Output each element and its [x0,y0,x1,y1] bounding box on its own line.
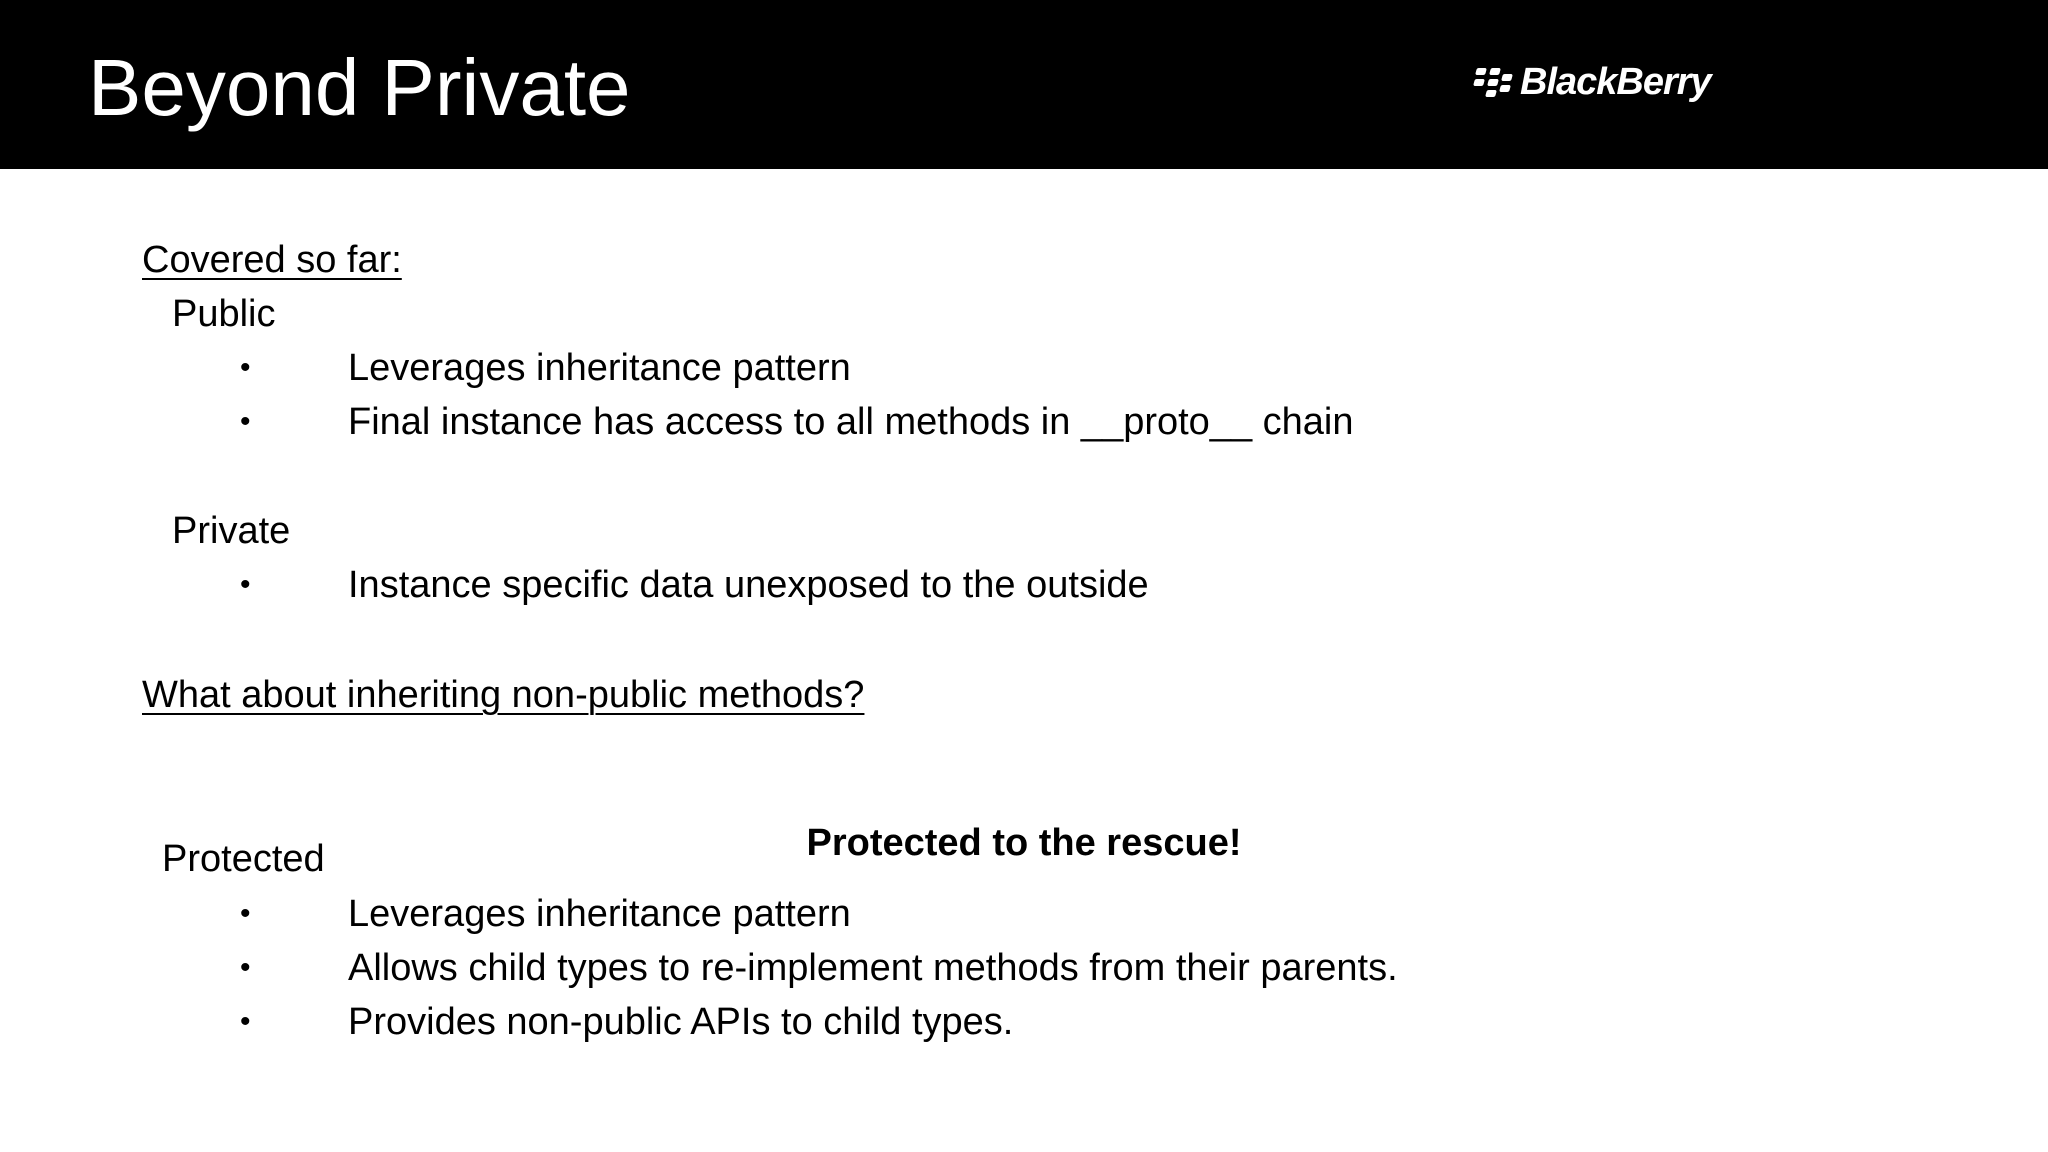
public-label: Public [172,293,276,335]
question-heading: What about inheriting non-public methods? [142,674,865,716]
bullet-icon: • [240,405,251,438]
bullet-text: Leverages inheritance pattern [348,893,851,935]
list-item [240,998,1013,1046]
list-item [240,561,1149,609]
brand-logo [1474,56,1711,108]
bullet-text: Provides non-public APIs to child types. [348,1001,1014,1043]
rescue-callout: Protected to the rescue! [806,822,1242,864]
title-bar [0,0,2048,169]
bullet-icon: • [240,568,251,601]
bullet-text: Final instance has access to all methods in __proto__ chain [348,401,1354,443]
brand-logo-text: BlackBerry [1520,60,1711,103]
bullet-icon: • [240,897,251,930]
list-item [240,944,1398,992]
covered-heading: Covered so far: [142,239,402,281]
private-label: Private [172,510,291,552]
bullet-icon: • [240,1005,251,1038]
bullet-icon: • [240,951,251,984]
slide-title: Beyond Private [88,43,631,132]
bullet-text: Instance specific data unexposed to the outside [348,564,1149,606]
bullet-text: Leverages inheritance pattern [348,347,851,389]
blackberry-logo-icon [1474,66,1512,98]
list-item [240,398,1353,446]
list-item [240,344,851,392]
bullet-text: Allows child types to re-implement methods from their parents. [348,947,1398,989]
protected-label: Protected [162,838,325,880]
list-item [240,890,851,938]
bullet-icon: • [240,351,251,384]
